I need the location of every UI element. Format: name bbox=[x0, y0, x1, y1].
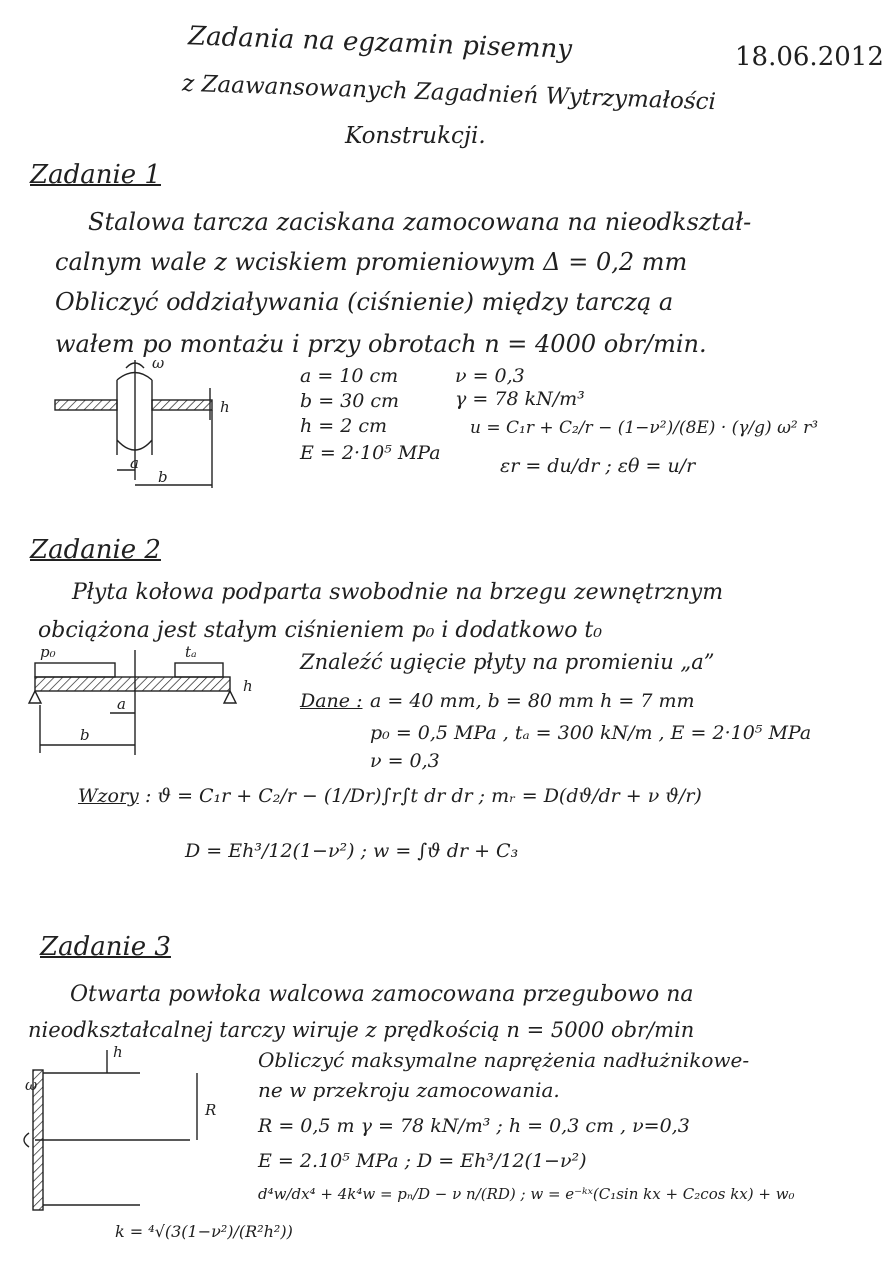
b-label: b bbox=[158, 468, 168, 486]
task1-given-nu: ν = 0,3 bbox=[455, 365, 525, 387]
task3-k-formula: k = ⁴√(3(1−ν²)/(R²h²)) bbox=[115, 1222, 293, 1241]
task1-given-a: a = 10 cm bbox=[300, 365, 399, 387]
task1-line1: Stalowa tarcza zaciskana zamocowana na nieodkształ- bbox=[88, 208, 752, 236]
task3-formula: d⁴w/dx⁴ + 4k⁴w = pₙ/D − ν n/(RD) ; w = e⁻ᵏˣ(C₁sin kx + C₂cos kx) + w₀ bbox=[258, 1185, 795, 1203]
task2-formula2: D = Eh³/12(1−ν²) ; w = ∫ϑ dr + C₃ bbox=[185, 840, 519, 862]
task2-line2: obciążona jest stałym ciśnieniem p₀ i dodatkowo t₀ bbox=[38, 618, 603, 643]
p0-label: p₀ bbox=[40, 643, 56, 661]
task1-given-b: b = 30 cm bbox=[300, 390, 400, 412]
task2-given-label: Dane : bbox=[300, 690, 363, 712]
h-label: h bbox=[243, 677, 253, 695]
disc-right bbox=[152, 400, 212, 410]
task1-figure bbox=[40, 354, 270, 500]
w-label: ω bbox=[25, 1076, 38, 1094]
task2-given-3: ν = 0,3 bbox=[370, 750, 440, 772]
title-line2: z Zaawansowanych Zagadnień Wytrzymałości bbox=[181, 70, 717, 116]
disc-left bbox=[55, 400, 117, 410]
task1-formula2: εr = du/dr ; εθ = u/r bbox=[500, 455, 696, 477]
task2-line1: Płyta kołowa podparta swobodnie na brzegu zewnętrznym bbox=[72, 580, 724, 605]
a-label: a bbox=[130, 454, 139, 472]
task3-heading: Zadanie 3 bbox=[40, 932, 171, 962]
title-line3: Konstrukcji. bbox=[345, 123, 486, 149]
task3-question2: ne w przekroju zamocowania. bbox=[258, 1078, 560, 1102]
ta-label: tₐ bbox=[185, 643, 197, 661]
task1-line3: Obliczyć oddziaływania (ciśnienie) między tarczą a bbox=[55, 288, 674, 316]
task1-given-E: E = 2·10⁵ MPa bbox=[300, 442, 441, 464]
task2-formula1: : ϑ = C₁r + C₂/r − (1/Dr)∫r∫t dr dr ; mᵣ = D(dϑ/dr + ν ϑ/r) bbox=[145, 785, 702, 807]
a-label: a bbox=[117, 695, 126, 713]
left-support bbox=[29, 691, 41, 703]
task1-formula1: u = C₁r + C₂/r − (1−ν²)/(8E) · (γ/g) ω² r³ bbox=[470, 418, 819, 438]
omega-arrow bbox=[24, 1133, 29, 1147]
task3-line2: nieodkształcalnej tarczy wiruje z prędkością n = 5000 obr/min bbox=[28, 1018, 695, 1042]
task2-figure bbox=[35, 645, 275, 770]
task2-formulas-label: Wzory bbox=[78, 785, 139, 807]
h-label: h bbox=[113, 1043, 123, 1061]
p0-load bbox=[35, 663, 115, 677]
task3-given1: R = 0,5 m γ = 78 kN/m³ ; h = 0,3 cm , ν=0,3 bbox=[258, 1115, 690, 1137]
task3-line1: Otwarta powłoka walcowa zamocowana przegubowo na bbox=[70, 982, 694, 1007]
ta-load bbox=[175, 663, 223, 677]
task1-line4: wałem po montażu i przy obrotach n = 4000 obr/min. bbox=[55, 330, 707, 358]
task1-heading: Zadanie 1 bbox=[30, 160, 161, 190]
task3-given2: E = 2.10⁵ MPa ; D = Eh³/12(1−ν²) bbox=[258, 1150, 587, 1172]
right-support bbox=[224, 691, 236, 703]
R-label: R bbox=[205, 1101, 217, 1119]
b-label: b bbox=[80, 726, 90, 744]
task2-given-2: p₀ = 0,5 MPa , tₐ = 300 kN/m , E = 2·10⁵ MPa bbox=[370, 722, 812, 744]
task2-given-1: a = 40 mm, b = 80 mm h = 7 mm bbox=[370, 690, 695, 712]
task3-figure bbox=[25, 1045, 235, 1220]
task1-given-h: h = 2 cm bbox=[300, 415, 388, 437]
task1-given-gamma: γ = 78 kN/m³ bbox=[455, 388, 585, 410]
task2-question: Znaleźć ugięcie płyty na promieniu „a” bbox=[300, 650, 715, 674]
title-line1: Zadania na egzamin pisemny bbox=[187, 21, 573, 65]
task3-question1: Obliczyć maksymalne naprężenia nadłużnikowe- bbox=[258, 1048, 750, 1072]
task2-heading: Zadanie 2 bbox=[30, 535, 161, 565]
plate bbox=[35, 677, 230, 691]
task1-line2: calnym wale z wciskiem promieniowym Δ = 0,2 mm bbox=[55, 248, 688, 276]
omega-label: ω bbox=[152, 354, 165, 372]
date: 18.06.2012 bbox=[735, 42, 884, 72]
h-label: h bbox=[220, 398, 230, 416]
